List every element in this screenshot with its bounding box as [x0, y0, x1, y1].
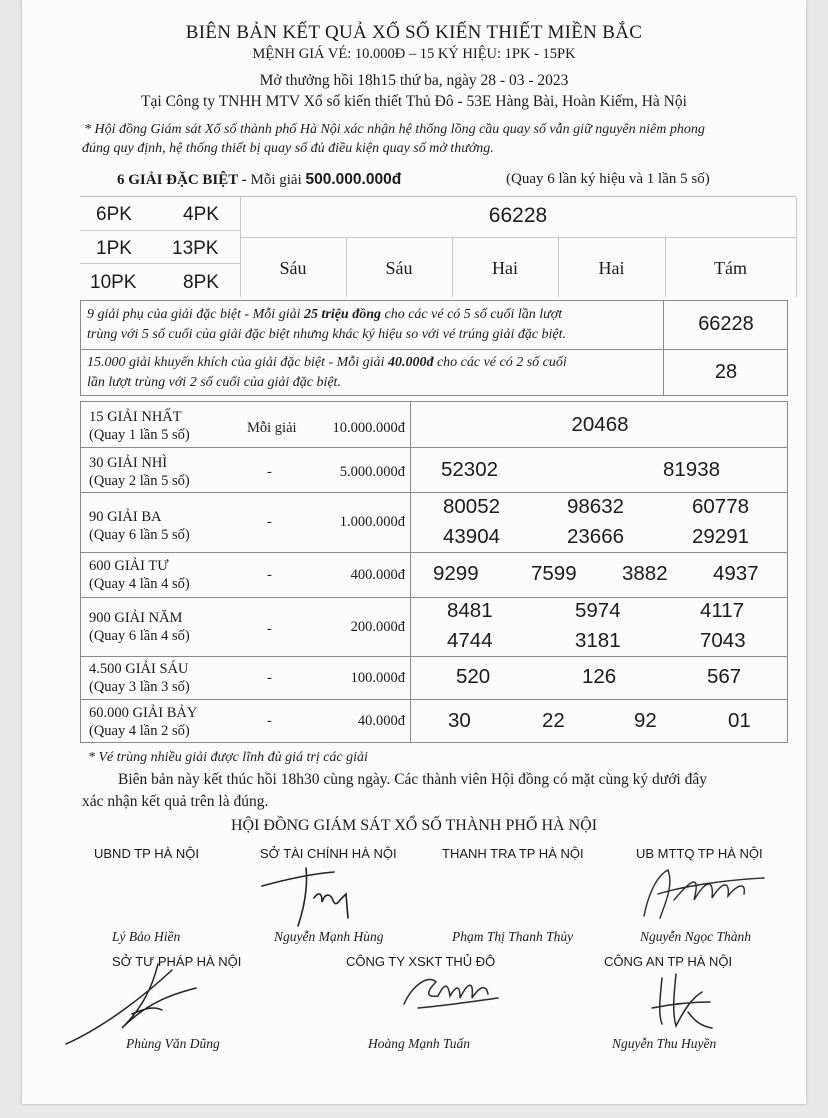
prize-number: 520	[456, 665, 491, 688]
prize-number: 8481	[447, 599, 493, 622]
prize-number: 98632	[567, 495, 625, 518]
prize-spin: (Quay 3 lần 3 số)	[89, 679, 190, 695]
sub-prize-text: 15.000 giải khuyến khích của giải đặc biệt - Mỗi giải	[87, 355, 388, 370]
signatory-org: CÔNG TY XSKT THỦ ĐÔ	[346, 954, 496, 969]
special-code: 8PK	[183, 272, 219, 293]
draw-time: Mở thưởng hồi 18h15 thứ ba, ngày 28 - 03 - 2023	[259, 72, 569, 89]
prize-title: 600 GIẢI TƯ	[89, 558, 169, 574]
prize-number: 5974	[575, 599, 621, 622]
special-prize-heading-each: Mỗi giải	[250, 172, 306, 188]
signatory-name: Nguyễn Thu Huyền	[612, 1036, 717, 1051]
special-prize-amount: 500.000.000đ	[305, 171, 402, 188]
prize-name	[85, 609, 190, 645]
special-prize-spin-note: (Quay 6 lần ký hiệu và 1 lần 5 số)	[506, 171, 710, 187]
prize-spin: (Quay 6 lần 5 số)	[89, 527, 190, 543]
special-code: 13PK	[172, 238, 219, 259]
prize-each: Mỗi giải	[247, 420, 297, 436]
prize-number: 4937	[713, 562, 759, 585]
sub-prize-text: lần lượt trùng với 2 số cuối của giải đặc biệt.	[87, 375, 341, 390]
sub-prize-table	[80, 300, 788, 396]
special-digit-word: Sáu	[385, 258, 413, 278]
prize-number: 3882	[622, 562, 668, 585]
prize-number: 22	[542, 709, 565, 732]
prize-each: -	[267, 670, 272, 686]
prize-each: -	[267, 621, 272, 637]
sub-prize-row	[87, 305, 661, 345]
signature-huyen	[632, 968, 732, 1038]
prize-name	[85, 704, 197, 740]
special-prize-table	[80, 196, 796, 297]
sub-prize-value: 28	[714, 361, 738, 383]
special-digit-word: Tám	[714, 258, 747, 278]
prize-each: -	[267, 464, 272, 480]
special-digit-word: Sáu	[279, 258, 307, 278]
council-note-line1: * Hội đồng Giám sát Xổ số thành phố Hà Nội xác nhận hệ thống lồng cầu quay số vẫn giữ nguyên niêm phong	[84, 122, 705, 137]
sub-prize-text: trùng với 5 số cuối của giải đặc biệt nhưng khác ký hiệu so với vé trúng giải đặc biệt.	[87, 327, 567, 342]
special-prize-heading-prefix: 6 GIẢI ĐẶC BIỆT -	[117, 172, 251, 188]
prize-spin: (Quay 1 lần 5 số)	[89, 427, 190, 443]
multi-prize-note: * Vé trùng nhiều giải được lĩnh đủ giá trị các giải	[88, 750, 368, 765]
prize-each: -	[267, 514, 272, 530]
closing-statement-line1: Biên bản này kết thúc hồi 18h30 cùng ngày. Các thành viên Hội đồng có mặt cùng ký dưới đây	[118, 771, 707, 788]
prize-number: 43904	[443, 525, 501, 548]
signatory-name: Hoàng Mạnh Tuấn	[368, 1036, 471, 1051]
signatory-name: Nguyễn Ngọc Thành	[640, 929, 751, 944]
prize-spin: (Quay 6 lần 4 số)	[89, 628, 190, 644]
signatory-org: THANH TRA TP HÀ NỘI	[442, 846, 584, 861]
prize-spin: (Quay 4 lần 2 số)	[89, 723, 190, 739]
prize-spin: (Quay 4 lần 4 số)	[89, 576, 190, 592]
signatory-name: Phạm Thị Thanh Thủy	[452, 929, 574, 944]
prize-amount: 200.000đ	[350, 619, 405, 635]
prize-number: 9299	[433, 562, 479, 585]
prize-number: 4744	[447, 629, 493, 652]
prize-amount: 100.000đ	[350, 670, 405, 686]
prize-amount: 1.000.000đ	[339, 514, 405, 530]
signatory-org: SỞ TƯ PHÁP HÀ NỘI	[112, 954, 242, 969]
prize-number: 20468	[571, 413, 629, 436]
prize-name	[85, 660, 190, 696]
sub-prize-text: cho các vé có 2 số cuối	[433, 355, 567, 370]
prize-title: 900 GIẢI NĂM	[89, 610, 183, 626]
sub-prize-amount: 40.000đ	[387, 355, 434, 370]
prize-number: 01	[728, 709, 751, 732]
signature-thanh	[634, 856, 774, 928]
ticket-denomination: MỆNH GIÁ VÉ: 10.000Đ – 15 KÝ HIỆU: 1PK - 15PK	[252, 46, 576, 62]
prize-number: 60778	[692, 495, 750, 518]
prize-title: 90 GIẢI BA	[89, 509, 162, 525]
prize-number: 567	[707, 665, 742, 688]
prize-title: 60.000 GIẢI BẢY	[89, 705, 198, 721]
signatory-name: Nguyễn Mạnh Hùng	[274, 929, 384, 944]
prize-title: 30 GIẢI NHÌ	[89, 455, 168, 471]
sub-prize-value: 66228	[698, 313, 754, 335]
prize-each: -	[267, 713, 272, 729]
prize-number: 7043	[700, 629, 746, 652]
prize-each: -	[267, 567, 272, 583]
special-code: 4PK	[183, 204, 219, 225]
prize-table	[80, 401, 788, 743]
prize-title: 15 GIẢI NHẤT	[89, 409, 182, 425]
signature-hung	[254, 858, 384, 934]
prize-number: 92	[634, 709, 657, 732]
prize-amount: 40.000đ	[357, 713, 405, 729]
sub-prize-row	[87, 353, 661, 393]
special-prize-heading	[117, 171, 401, 189]
sub-prize-amount: 25 triệu đồng	[303, 307, 381, 322]
prize-name	[85, 408, 190, 444]
prize-amount: 5.000.000đ	[339, 464, 405, 480]
signature-tuan	[398, 968, 508, 1018]
prize-number: 80052	[443, 495, 501, 518]
prize-number: 52302	[441, 458, 499, 481]
sub-prize-text: cho các vé có 5 số cuối lần lượt	[381, 307, 563, 322]
special-digit-word: Hai	[492, 258, 518, 278]
closing-statement-line2: xác nhận kết quả trên là đúng.	[82, 793, 269, 810]
council-note-line2: đúng quy định, hệ thống thiết bị quay số đủ điều kiện quay số mở thưởng.	[82, 141, 494, 156]
sub-prize-text: 9 giải phụ của giải đặc biệt - Mỗi giải	[87, 307, 304, 322]
prize-amount: 400.000đ	[350, 567, 405, 583]
prize-spin: (Quay 2 lần 5 số)	[89, 473, 190, 489]
draw-location: Tại Công ty TNHH MTV Xổ số kiến thiết Thủ Đô - 53E Hàng Bài, Hoàn Kiếm, Hà Nội	[141, 93, 687, 110]
signatory-org: SỞ TÀI CHÍNH HÀ NỘI	[260, 846, 397, 861]
special-code: 1PK	[96, 238, 132, 259]
signature-dung	[62, 958, 202, 1048]
prize-number: 30	[448, 709, 471, 732]
council-title: HỘI ĐỒNG GIÁM SÁT XỔ SỐ THÀNH PHỐ HÀ NỘI	[230, 817, 598, 834]
special-prize-number: 66228	[488, 204, 548, 227]
signatory-org: UB MTTQ TP HÀ NỘI	[636, 846, 763, 861]
prize-number: 3181	[575, 629, 621, 652]
signatory-org: UBND TP HÀ NỘI	[94, 846, 199, 861]
prize-number: 7599	[531, 562, 577, 585]
prize-number: 23666	[567, 525, 625, 548]
result-sheet	[22, 0, 806, 1104]
council-note	[84, 120, 804, 158]
prize-amount: 10.000.000đ	[332, 420, 405, 436]
document-title: BIÊN BẢN KẾT QUẢ XỔ SỐ KIẾN THIẾT MIỀN BẮC	[185, 22, 643, 43]
prize-number: 81938	[663, 458, 721, 481]
prize-number: 4117	[700, 599, 745, 622]
prize-name	[85, 508, 190, 544]
signatory-org: CÔNG AN TP HÀ NỘI	[604, 954, 733, 969]
special-code: 10PK	[90, 272, 137, 293]
special-code: 6PK	[96, 204, 132, 225]
prize-name	[85, 557, 190, 593]
prize-name	[85, 454, 190, 490]
special-digit-word: Hai	[598, 258, 625, 278]
prize-number: 29291	[692, 525, 750, 548]
signatory-name: Lý Bảo Hiền	[112, 929, 181, 944]
prize-number: 126	[582, 665, 617, 688]
prize-title: 4.500 GIẢI SÁU	[89, 661, 189, 677]
signatory-name: Phùng Văn Dũng	[126, 1036, 220, 1051]
